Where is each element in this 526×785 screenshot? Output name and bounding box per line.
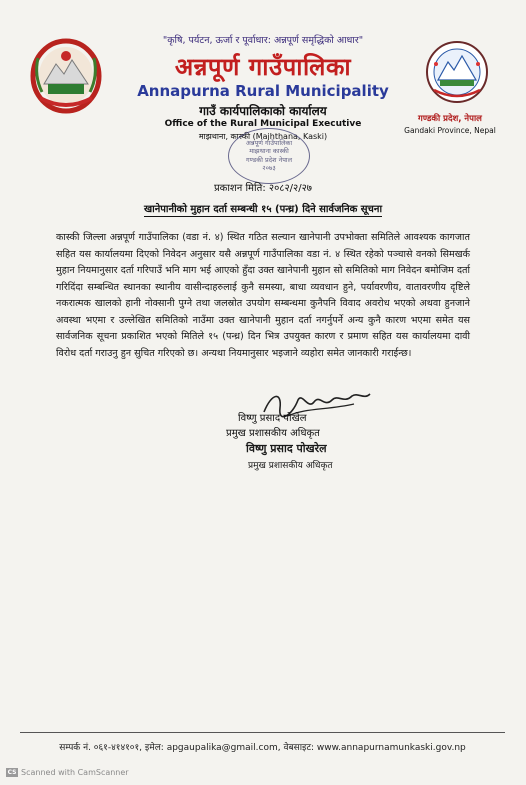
- footer-phone: सम्पर्क नं. ०६१-४१४१०१,: [59, 743, 143, 753]
- office-stamp: [228, 128, 310, 184]
- stamp-line: २०७३: [262, 164, 276, 173]
- footer-website: वेबसाइट: www.annapurnamunkaski.gov.np: [283, 743, 466, 753]
- nepal-emblem-icon: [30, 38, 102, 114]
- footer-contact: [20, 740, 505, 753]
- office-address: माझथाना, कास्की (Majhthana, Kaski): [198, 132, 328, 141]
- office-title-nepali: गाउँ कार्यपालिकाको कार्यालय: [199, 104, 327, 118]
- province-caption-nepali: गण्डकी प्रदेश, नेपाल: [418, 114, 482, 124]
- notice-body: कास्की जिल्ला अन्नपूर्ण गाउँपालिका (वडा नं. ४) स्थित गठित सल्यान खानेपानी उपभोक्ता समितिले आवश्यक कागजात सहित यस कार्यालयमा दिएको निवेदन अनुसार यसै अन्नपूर्ण गाउँपालिका वडा नं. ४ स्थित रहेको पञ्चासे वनको सिमखर्क मुहान नियमानुसार दर्ता गरिपाउँ भनि माग भई आएको हुँदा उक्त खानेपानी मुहान सो समितिको माग निवेदन बमोजिम दर्ता गरिदिंदा सम्बन्धित स्थानका स्थानीय वासीन्दाहरुलाई कुनै समस्या, बाधा व्यवधान हुने, पर्यावरणीय, वातावरणीय दृष्टिले नकरात्मक खालको हानी नोक्सानी पुग्ने तथा जलस्रोत उपयोग सम्बन्धमा कुनैपनि विवाद अवरोध भएको अथवा हुनजाने अवस्था भएमा र उल्लेखित समितिको नाउँमा उक्त खानेपानी मुहान दर्ता नगर्नुपर्ने अन्य कुनै कारण भएमा समेत यस सार्वजनिक सूचना प्रकाशित भएको मितिले १५ (पन्ध्र) दिन भित्र उपयुक्त कारण र प्रमाण सहित यस कार्यालयमा दावी विरोध दर्ता गराउनु हुन सुचित गरिएको छ। अन्यथा नियमानुसार भइजाने व्यहोरा समेत जानकारी गराईन्छ।: [56, 232, 470, 359]
- municipality-title-nepali: अन्नपूर्ण गाउँपालिका: [174, 53, 352, 81]
- stamp-line: अन्नपूर्ण गाउँपालिका: [245, 139, 293, 147]
- signatory-name: विष्णु प्रसाद पोखेल: [238, 413, 307, 424]
- scanner-watermark: [6, 768, 129, 777]
- municipality-logo-icon: [424, 40, 490, 104]
- footer-email: इमेल: apgaupalika@gmail.com,: [144, 743, 281, 753]
- office-title-english: Office of the Rural Municipal Executive: [164, 119, 362, 129]
- tagline: "कृषि, पर्यटन, ऊर्जा र पूर्वाधार: अन्नपूर्ण समृद्धिको आधार": [162, 35, 364, 46]
- notice-subject-text: खानेपानीको मुहान दर्ता सम्बन्धी १५ (पन्ध्र) दिने सार्वजनिक सूचना: [143, 204, 383, 215]
- signatory-stamp-title: प्रमुख प्रशासकीय अधिकृत: [248, 461, 333, 471]
- footer-divider: [20, 732, 505, 733]
- signatory-title: प्रमुख प्रशासकीय अधिकृत: [226, 428, 320, 439]
- watermark-text: Scanned with CamScanner: [21, 768, 129, 777]
- camscanner-icon: CS: [7, 769, 17, 776]
- publication-date: प्रकाशन मिति: २०८२/२/२७: [213, 183, 313, 194]
- stamp-line: गण्डकी प्रदेश नेपाल: [246, 155, 292, 164]
- stamp-line: माझथाना कास्की: [249, 147, 289, 156]
- municipality-title-english: Annapurna Rural Municipality: [137, 82, 389, 100]
- notice-subject: [0, 201, 526, 215]
- province-caption-english: Gandaki Province, Nepal: [404, 126, 496, 135]
- signatory-stamp-name: विष्णु प्रसाद पोखरेल: [246, 442, 327, 455]
